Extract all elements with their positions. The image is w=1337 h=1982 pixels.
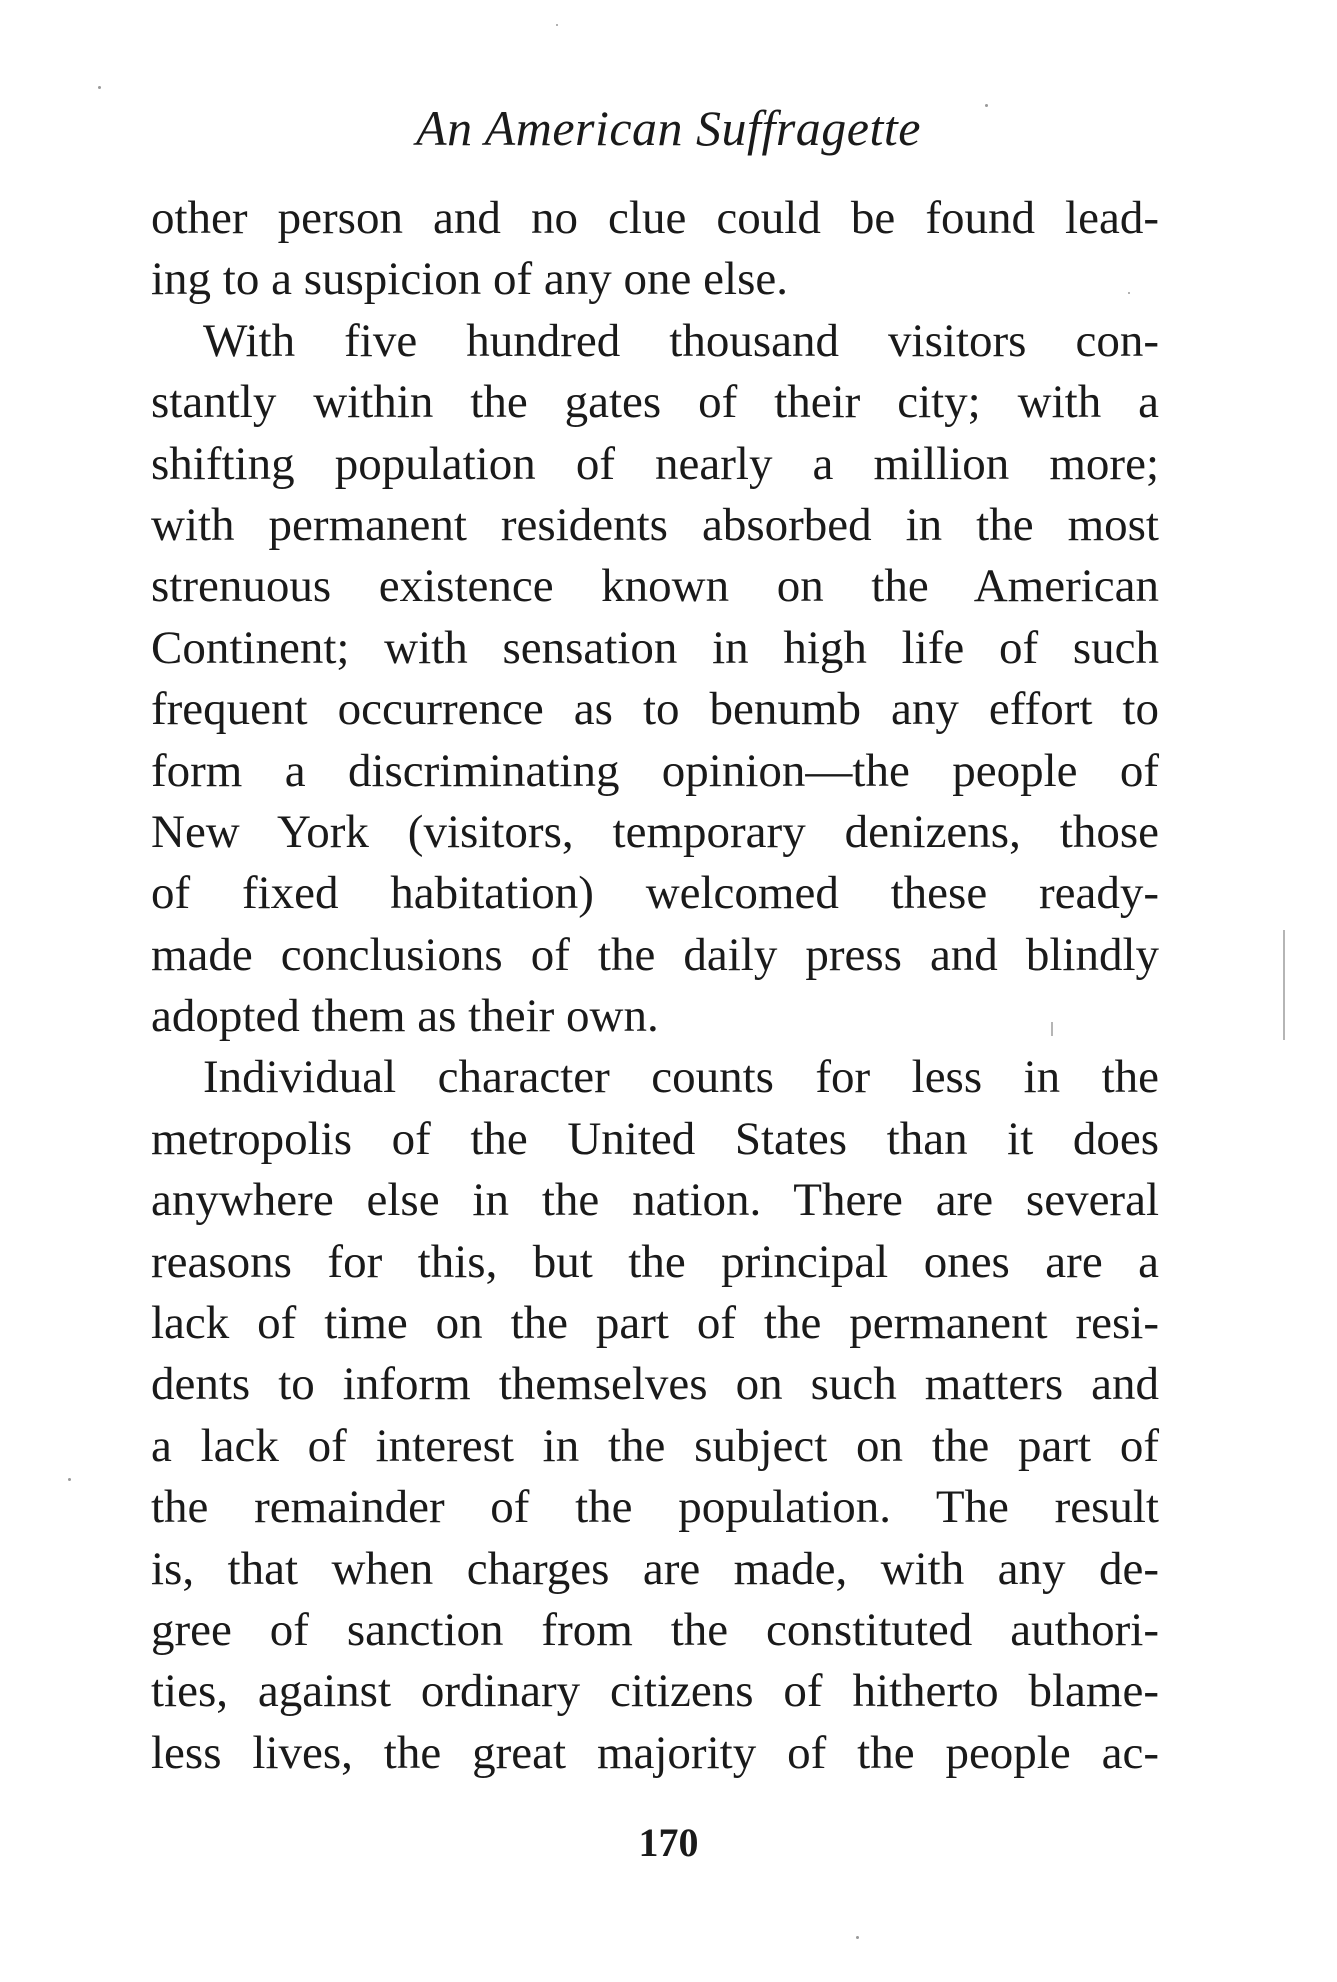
text-line: lack of time on the part of the permanent resi-	[151, 1297, 1159, 1350]
text-line: Continent; with sensation in high life of such	[151, 621, 1159, 674]
paragraph	[151, 311, 1159, 1048]
text-line: less lives, the great majority of the people ac-	[151, 1726, 1159, 1779]
text-line: of fixed habitation) welcomed these ready-	[151, 867, 1159, 920]
paragraph	[151, 1047, 1159, 1784]
text-line: ing to a suspicion of any one else.	[151, 253, 788, 306]
text-line: with permanent residents absorbed in the most	[151, 498, 1159, 551]
text-line: strenuous existence known on the American	[151, 560, 1159, 613]
text-line: reasons for this, but the principal ones are a	[151, 1235, 1159, 1288]
page-number: 170	[638, 1820, 699, 1865]
text-line: shifting population of nearly a million more;	[151, 437, 1159, 490]
scan-speck	[68, 1478, 71, 1481]
text-line: gree of sanction from the constituted authori-	[151, 1603, 1159, 1656]
text-line: a lack of interest in the subject on the part of	[151, 1419, 1159, 1472]
text-line: New York (visitors, temporary denizens, those	[151, 805, 1159, 858]
text-line: With five hundred thousand visitors con-	[203, 314, 1159, 367]
text-line: frequent occurrence as to benumb any effort to	[151, 683, 1159, 736]
text-line: dents to inform themselves on such matters and	[151, 1358, 1159, 1411]
body-text	[151, 188, 1159, 1784]
scan-speck	[556, 24, 558, 26]
text-line: other person and no clue could be found lead-	[151, 192, 1159, 244]
scan-speck	[98, 86, 101, 89]
paragraph	[151, 188, 1159, 311]
margin-mark	[1283, 930, 1285, 1040]
text-line: metropolis of the United States than it does	[151, 1112, 1159, 1165]
scan-speck	[1128, 292, 1130, 294]
scan-speck	[985, 104, 988, 107]
text-line: anywhere else in the nation. There are several	[151, 1174, 1159, 1227]
text-line: the remainder of the population. The result	[151, 1481, 1159, 1534]
text-line: stantly within the gates of their city; with a	[151, 376, 1159, 429]
text-line: ties, against ordinary citizens of hitherto blame-	[151, 1665, 1159, 1718]
running-head: An American Suffragette	[416, 100, 921, 156]
text-line: Individual character counts for less in the	[203, 1051, 1159, 1104]
scan-speck	[856, 1936, 859, 1939]
text-line: adopted them as their own.	[151, 990, 659, 1043]
text-line: is, that when charges are made, with any de-	[151, 1542, 1159, 1595]
text-line: form a discriminating opinion—the people of	[151, 744, 1159, 797]
margin-mark	[1051, 1022, 1053, 1036]
text-line: made conclusions of the daily press and blindly	[151, 928, 1159, 981]
